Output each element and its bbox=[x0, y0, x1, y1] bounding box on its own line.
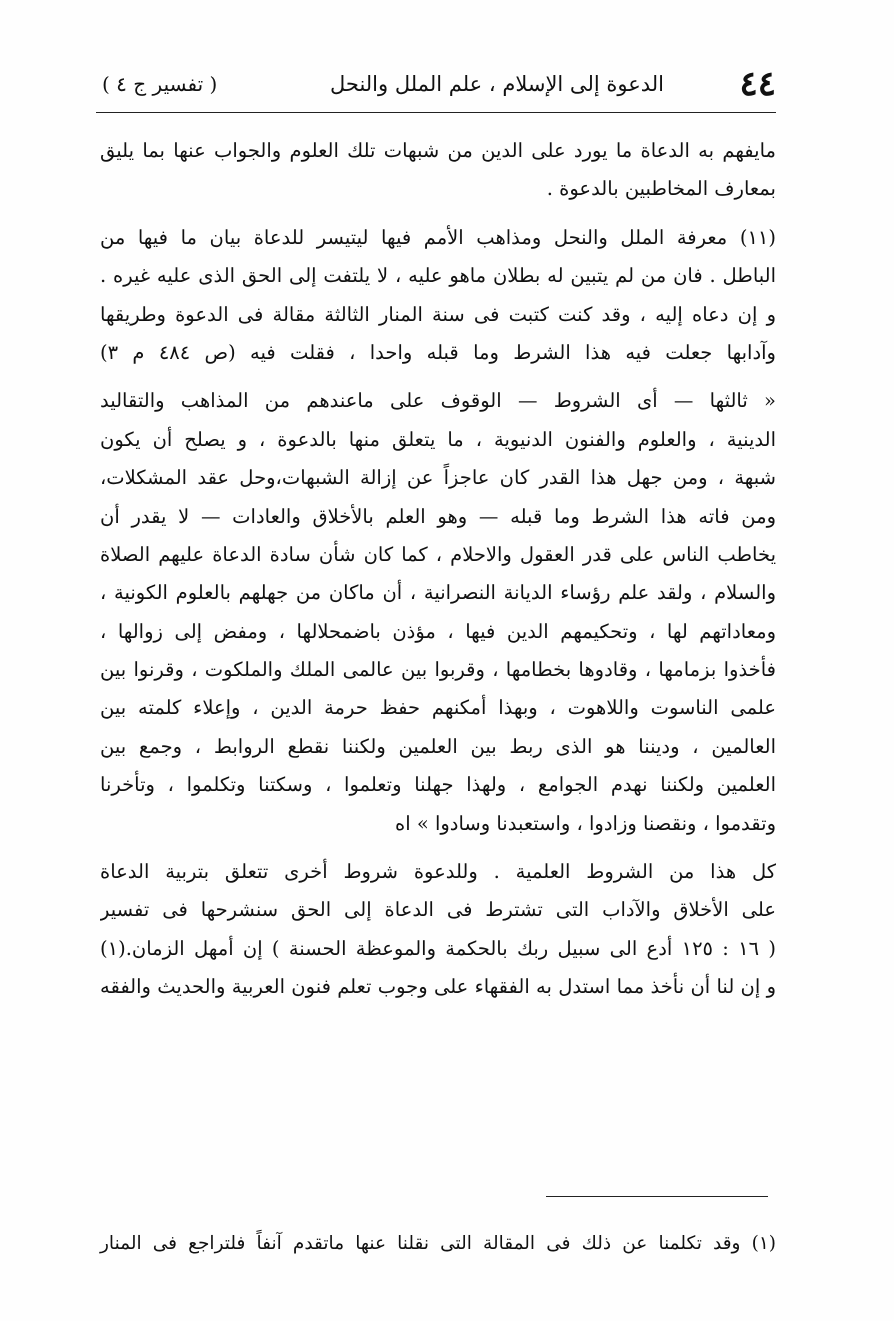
text-line: وتقدموا ، ونقصنا وزادوا ، واستعبدنا وسادوا » اه bbox=[394, 811, 776, 835]
paragraph-gap bbox=[100, 843, 776, 853]
page-header bbox=[96, 62, 776, 106]
paragraph-gap bbox=[100, 372, 776, 382]
text-line: على الأخلاق والآداب التى تشترط فى الدعاة إلى الحق سنشرحها فى تفسير bbox=[100, 898, 776, 922]
text-line: ( ١٦ : ١٢٥ أدع الى سبيل ربك بالحكمة والموعظة الحسنة ) إن أمهل الزمان.(١) bbox=[100, 936, 776, 960]
text-line: مايفهم به الدعاة ما يورد على الدين من شبهات تلك العلوم والجواب عنها بما يليق bbox=[100, 139, 776, 162]
text-line: والسلام ، ولقد علم رؤساء الديانة النصرانية ، أن ماكان من جهلهم بالعلوم الكونية ، bbox=[100, 581, 776, 605]
text-line: و إن دعاه إليه ، وقد كنت كتبت فى سنة المنار الثالثة مقالة فى الدعوة وطريقها bbox=[100, 302, 776, 326]
text-line: « ثالثها — أى الشروط — الوقوف على ماعندهم من المذاهب والتقاليد bbox=[100, 389, 776, 413]
text-line: بمعارف المخاطبين بالدعوة . bbox=[546, 177, 776, 201]
text-line: يخاطب الناس على قدر العقول والاحلام ، كما كان شأن سادة الدعاة عليهم الصلاة bbox=[100, 542, 776, 566]
text-line: كل هذا من الشروط العلمية . وللدعوة شروط أخرى تتعلق بتربية الدعاة bbox=[100, 860, 776, 884]
text-line: علمى الناسوت واللاهوت ، وبهذا أمكنهم حفظ حرمة الدين ، وإعلاء كلمته بين bbox=[100, 696, 776, 720]
text-line: شبهة ، ومن جهل هذا القدر كان عاجزاً عن إزالة الشبهات،وحل عقد المشكلات، bbox=[100, 466, 776, 490]
text-line: (١١) معرفة الملل والنحل ومذاهب الأمم فيها ليتيسر للدعاة بيان ما فيها من bbox=[100, 225, 776, 249]
paragraph-gap bbox=[100, 209, 776, 219]
footnote-divider bbox=[546, 1196, 768, 1197]
text-line: العلمين ولكننا نهدم الجوامع ، ولهذا جهلنا وتعلموا ، وسكتنا وتكلموا ، وتأخرنا bbox=[100, 773, 776, 797]
running-title: الدعوة إلى الإسلام ، علم الملل والنحل bbox=[329, 72, 664, 96]
main-text bbox=[100, 132, 776, 1007]
text-line: وآدابها جعلت فيه هذا الشرط وما قبله واحدا ، فقلت فيه (ص ٤٨٤ م ٣) bbox=[100, 340, 776, 364]
text-line: و إن لنا أن نأخذ مما استدل به الفقهاء على وجوب تعلم فنون العربية والحديث والفقه bbox=[100, 975, 776, 999]
text-line: فأخذوا بزمامها ، وقادوها بخطامها ، وقربوا بين عالمى الملك والملكوت ، وقرنوا بين bbox=[100, 658, 776, 682]
text-line: الباطل . فان من لم يتبين له بطلان ماهو عليه ، لا يلتفت إلى الحق الذى عليه غيره . bbox=[100, 264, 776, 288]
header-divider bbox=[96, 112, 776, 113]
page-number: ٤٤ bbox=[739, 64, 776, 104]
text-line: الدينية ، والعلوم والفنون الدنيوية ، ما يتعلق منها بالدعوة ، و يصلح أن يكون bbox=[100, 427, 776, 451]
text-line: العالمين ، وديننا هو الذى ربط بين العلمين ولكننا نقطع الروابط ، وجمع بين bbox=[100, 734, 776, 758]
footnote: (١) وقد تكلمنا عن ذلك فى المقالة التى نقلنا عنها ماتقدم آنفاً فلتراجع فى المنار bbox=[100, 1233, 776, 1254]
text-line: ومن فاته هذا الشرط وما قبله — وهو العلم بالأخلاق والعادات — لا يقدر أن bbox=[100, 504, 776, 528]
section-reference: ( تفسير ج ٤ ) bbox=[102, 72, 218, 96]
text-line: ومعاداتهم لها ، وتحكيمهم الدين فيها ، مؤذن باضمحلالها ، ومفض إلى زوالها ، bbox=[100, 619, 776, 643]
